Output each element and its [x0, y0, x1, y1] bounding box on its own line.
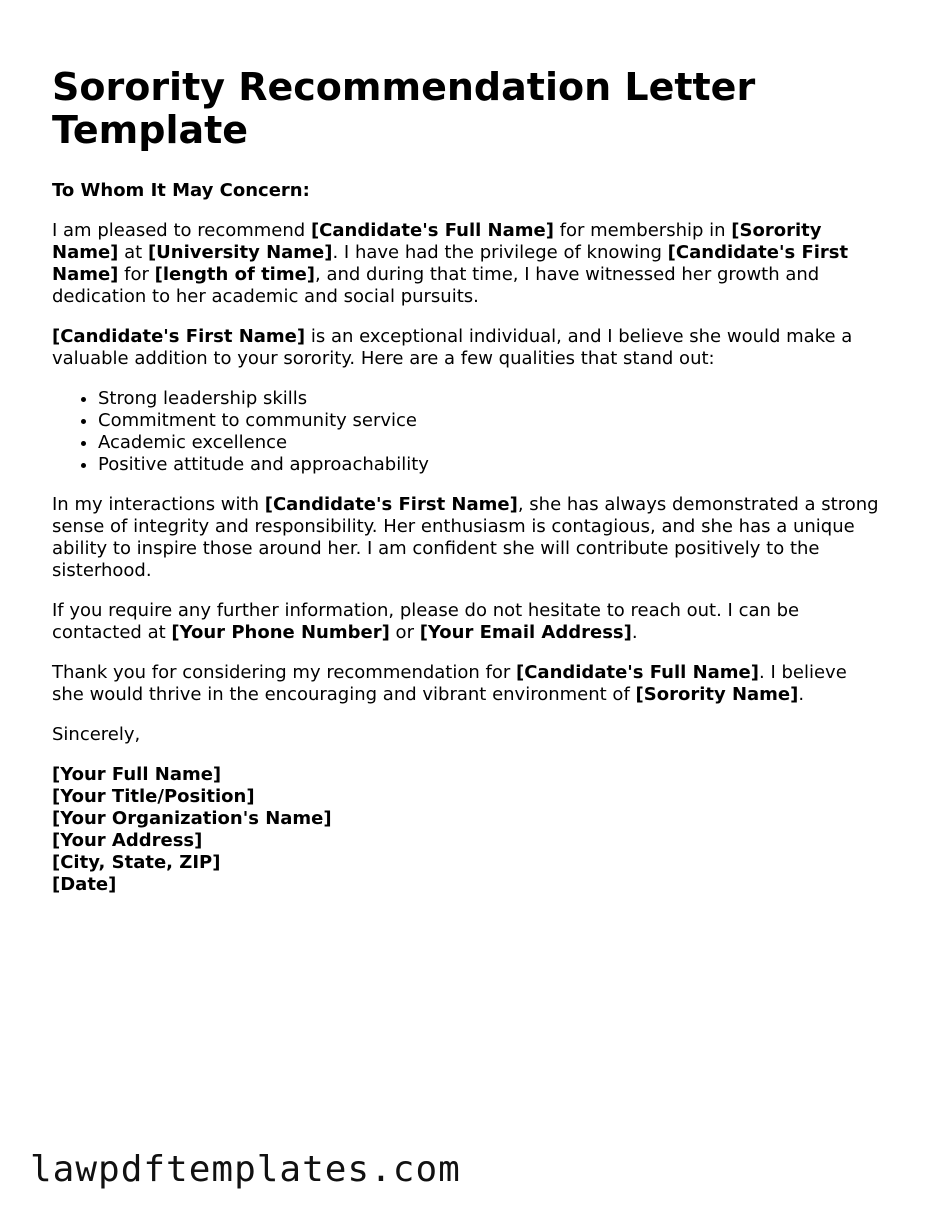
placeholder-university-name: [University Name]	[147, 242, 333, 263]
watermark: lawpdftemplates.com	[30, 1149, 461, 1190]
text-segment: . I believe she would thrive in the encouraging and vibrant environment of	[52, 662, 847, 705]
paragraph-thanks	[52, 662, 882, 706]
signature-date: [Date]	[52, 874, 117, 895]
signature-city-state-zip: [City, State, ZIP]	[52, 852, 221, 873]
letter-document	[52, 66, 882, 896]
paragraph-contact	[52, 600, 882, 644]
list-item: • Positive attitude and approachability	[98, 454, 882, 476]
paragraph-intro	[52, 220, 882, 308]
page-title: Sorority Recommendation Letter Template	[52, 65, 756, 152]
placeholder-phone-number: [Your Phone Number]	[171, 622, 390, 643]
qualities-list	[52, 388, 882, 476]
text-segment: If you require any further information, please do not hesitate to reach out. I can be contacted at	[52, 600, 800, 643]
placeholder-candidate-full-name: [Candidate's Full Name]	[515, 662, 759, 683]
placeholder-candidate-first-name: [Candidate's First Name]	[52, 242, 849, 285]
text-segment: for	[118, 264, 155, 285]
paragraph-interactions	[52, 494, 882, 582]
text-segment: , and during that time, I have witnessed her growth and dedication to her academic and social pursuits.	[52, 264, 820, 307]
paragraph-qualities-intro	[52, 326, 882, 370]
text-segment: at	[118, 242, 148, 263]
list-item: • Academic excellence	[98, 432, 882, 454]
placeholder-candidate-first-name: [Candidate's First Name]	[52, 326, 306, 347]
signature-address: [Your Address]	[52, 830, 203, 851]
placeholder-candidate-full-name: [Candidate's Full Name]	[310, 220, 554, 241]
text-segment: , she has always demonstrated a strong sense of integrity and responsibility. Her enthusiasm is contagious, and she has a unique ability to inspire those around her. I am confident she will contribute positively to the sisterhood.	[52, 494, 879, 581]
text-segment: .	[631, 622, 638, 643]
placeholder-sorority-name: [Sorority Name]	[52, 220, 822, 263]
signature-full-name: [Your Full Name]	[52, 764, 222, 785]
placeholder-sorority-name: [Sorority Name]	[635, 684, 799, 705]
text-segment: Thank you for considering my recommendation for	[52, 662, 516, 683]
placeholder-email-address: [Your Email Address]	[419, 622, 632, 643]
text-segment: I am pleased to recommend	[52, 220, 311, 241]
placeholder-length-of-time: [length of time]	[154, 264, 316, 285]
placeholder-candidate-first-name: [Candidate's First Name]	[264, 494, 518, 515]
closing: Sincerely,	[52, 724, 141, 745]
text-segment: In my interactions with	[52, 494, 265, 515]
text-segment: for membership in	[553, 220, 732, 241]
salutation: To Whom It May Concern:	[52, 180, 310, 201]
text-segment: .	[798, 684, 805, 705]
signature-organization: [Your Organization's Name]	[52, 808, 332, 829]
list-item: • Commitment to community service	[98, 410, 882, 432]
signature-block	[52, 764, 882, 896]
text-segment: or	[389, 622, 420, 643]
text-segment: . I have had the privilege of knowing	[332, 242, 668, 263]
signature-title: [Your Title/Position]	[52, 786, 255, 807]
list-item: • Strong leadership skills	[98, 388, 882, 410]
text-segment: is an exceptional individual, and I believe she would make a valuable addition to your sorority. Here are a few qualities that stand out:	[52, 326, 853, 369]
